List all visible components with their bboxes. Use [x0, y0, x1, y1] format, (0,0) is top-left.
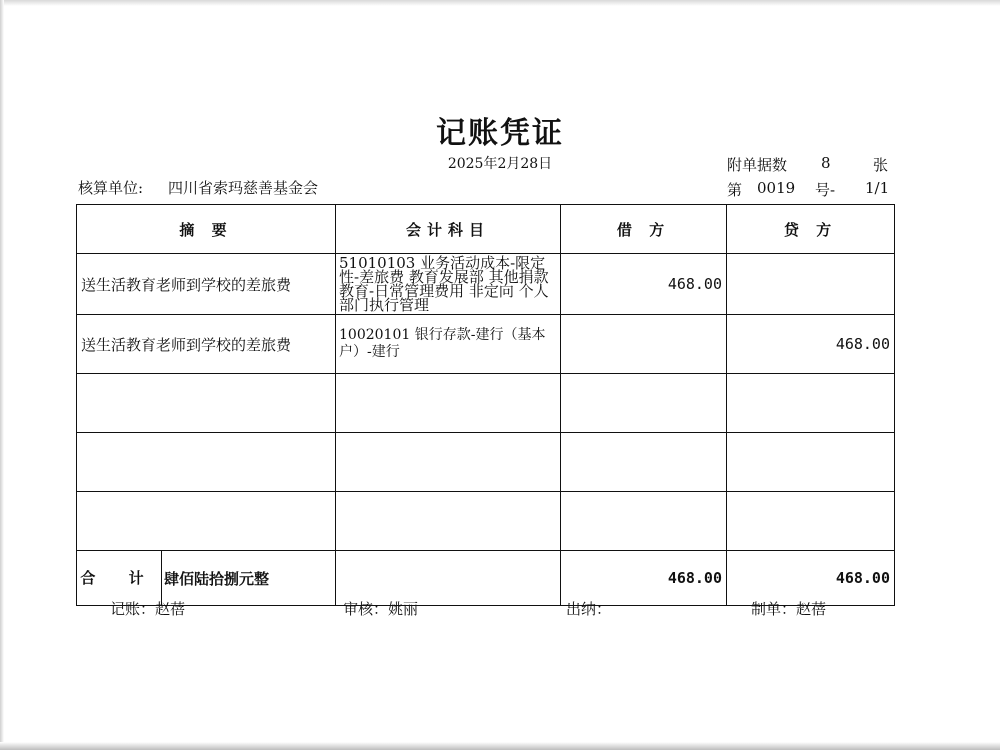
header-credit: 贷 方	[727, 205, 895, 254]
attachments-label: 附单据数	[727, 156, 788, 174]
row-subject: 51010103 业务活动成本-限定性-差旅费 教育发展部 其他捐款 教育-日常管理费用 非定向 个人 部门执行管理	[336, 254, 561, 315]
total-debit: 468.00	[561, 551, 727, 606]
row-summary	[77, 433, 336, 492]
row-subject	[336, 492, 561, 551]
row-debit	[561, 374, 727, 433]
voucher-number-prefix: 第	[727, 181, 743, 199]
row-summary	[77, 374, 336, 433]
document-title: 记账凭证	[436, 116, 564, 151]
scan-edge-bottom	[0, 742, 1000, 750]
cashier: 出纳：	[566, 600, 612, 618]
table-row	[77, 374, 895, 433]
row-debit: 468.00	[561, 254, 727, 315]
row-subject	[336, 374, 561, 433]
voucher-number-value: 0019	[757, 179, 796, 197]
total-split	[77, 551, 335, 605]
table-row	[77, 492, 895, 551]
row-summary	[77, 492, 336, 551]
row-subject: 10020101 银行存款-建行（基本户）-建行	[336, 315, 561, 374]
total-in-words: 肆佰陆拾捌元整	[164, 569, 270, 588]
voucher-number	[727, 179, 897, 199]
row-debit	[561, 315, 727, 374]
preparer: 制单：赵蓓	[751, 600, 827, 618]
row-summary: 送生活教育老师到学校的差旅费	[77, 254, 336, 315]
accounting-unit-label: 核算单位:	[78, 179, 144, 197]
table-row	[77, 254, 895, 315]
reviewer: 审核：姚丽	[343, 600, 419, 618]
attachments-info	[727, 154, 897, 174]
scan-edge-left	[0, 0, 4, 750]
table-header-row	[77, 205, 895, 254]
header-subject: 会计科目	[336, 205, 561, 254]
total-credit: 468.00	[727, 551, 895, 606]
voucher-page: 1/1	[865, 179, 890, 197]
row-credit: 468.00	[727, 315, 895, 374]
header-summary: 摘 要	[77, 205, 336, 254]
signature-footer	[0, 598, 1000, 620]
voucher-table	[76, 204, 895, 606]
scan-edge-top	[0, 0, 1000, 6]
row-credit	[727, 492, 895, 551]
accounting-unit	[78, 177, 478, 199]
table-row	[77, 315, 895, 374]
voucher-number-suffix: 号-	[815, 181, 836, 199]
attachments-count: 8	[821, 154, 831, 172]
row-credit	[727, 254, 895, 315]
accounting-unit-name: 四川省索玛慈善基金会	[168, 179, 319, 197]
voucher-date: 2025年2月28日	[447, 156, 553, 172]
bookkeeper: 记账：赵蓓	[110, 600, 186, 618]
row-debit	[561, 492, 727, 551]
row-credit	[727, 374, 895, 433]
row-subject	[336, 433, 561, 492]
row-credit	[727, 433, 895, 492]
header-debit: 借 方	[561, 205, 727, 254]
total-label: 合 计	[77, 551, 162, 605]
attachments-unit: 张	[873, 156, 889, 174]
row-debit	[561, 433, 727, 492]
row-summary: 送生活教育老师到学校的差旅费	[77, 315, 336, 374]
table-row	[77, 433, 895, 492]
